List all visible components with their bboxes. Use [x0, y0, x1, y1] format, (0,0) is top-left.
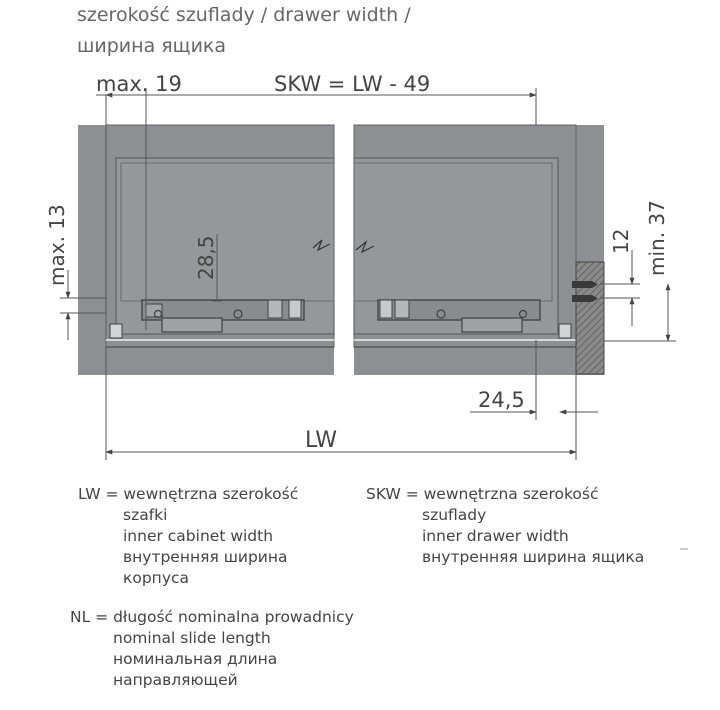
legend-skw: [366, 484, 644, 568]
legend-lw-line1: LW = wewnętrzna szerokość: [78, 485, 299, 503]
legend-skw-line1: SKW = wewnętrzna szerokość: [366, 485, 599, 503]
diagram-title-line-2: ширина ящика: [77, 35, 227, 57]
cabinet-right-section: [354, 125, 604, 375]
legend-nl-line1: NL = długość nominalna prowadnicy: [70, 608, 354, 626]
legend-nl: [70, 607, 354, 691]
legend-lw: [78, 484, 298, 589]
label-lw: LW: [305, 428, 337, 453]
legend-lw-line3: inner cabinet width: [123, 527, 274, 545]
diagram-title-line-1: szerokość szuflady / drawer width /: [77, 4, 411, 26]
legend-skw-line2: szuflady: [422, 506, 487, 524]
legend-nl-line4: направляющей: [113, 671, 238, 689]
legend-nl-line3: номинальная длина: [113, 650, 278, 668]
legend-lw-line5: корпуса: [123, 569, 190, 587]
label-d12: 12: [609, 228, 633, 254]
label-max13: max. 13: [45, 204, 69, 286]
legend-nl-line2: nominal slide length: [113, 629, 271, 647]
label-skw: SKW = LW - 49: [274, 72, 431, 96]
label-d245: 24,5: [478, 388, 525, 412]
legend-lw-line4: внутренняя ширина: [123, 548, 288, 566]
label-max19: max. 19: [96, 72, 182, 96]
legend-lw-line2: szafki: [123, 506, 168, 524]
label-d285: 28,5: [194, 235, 218, 280]
cabinet-side-panel: [576, 262, 604, 374]
label-min37: min. 37: [645, 200, 669, 276]
legend-skw-line4: внутренняя ширина ящика: [422, 548, 645, 566]
legend-skw-line3: inner drawer width: [422, 527, 569, 545]
